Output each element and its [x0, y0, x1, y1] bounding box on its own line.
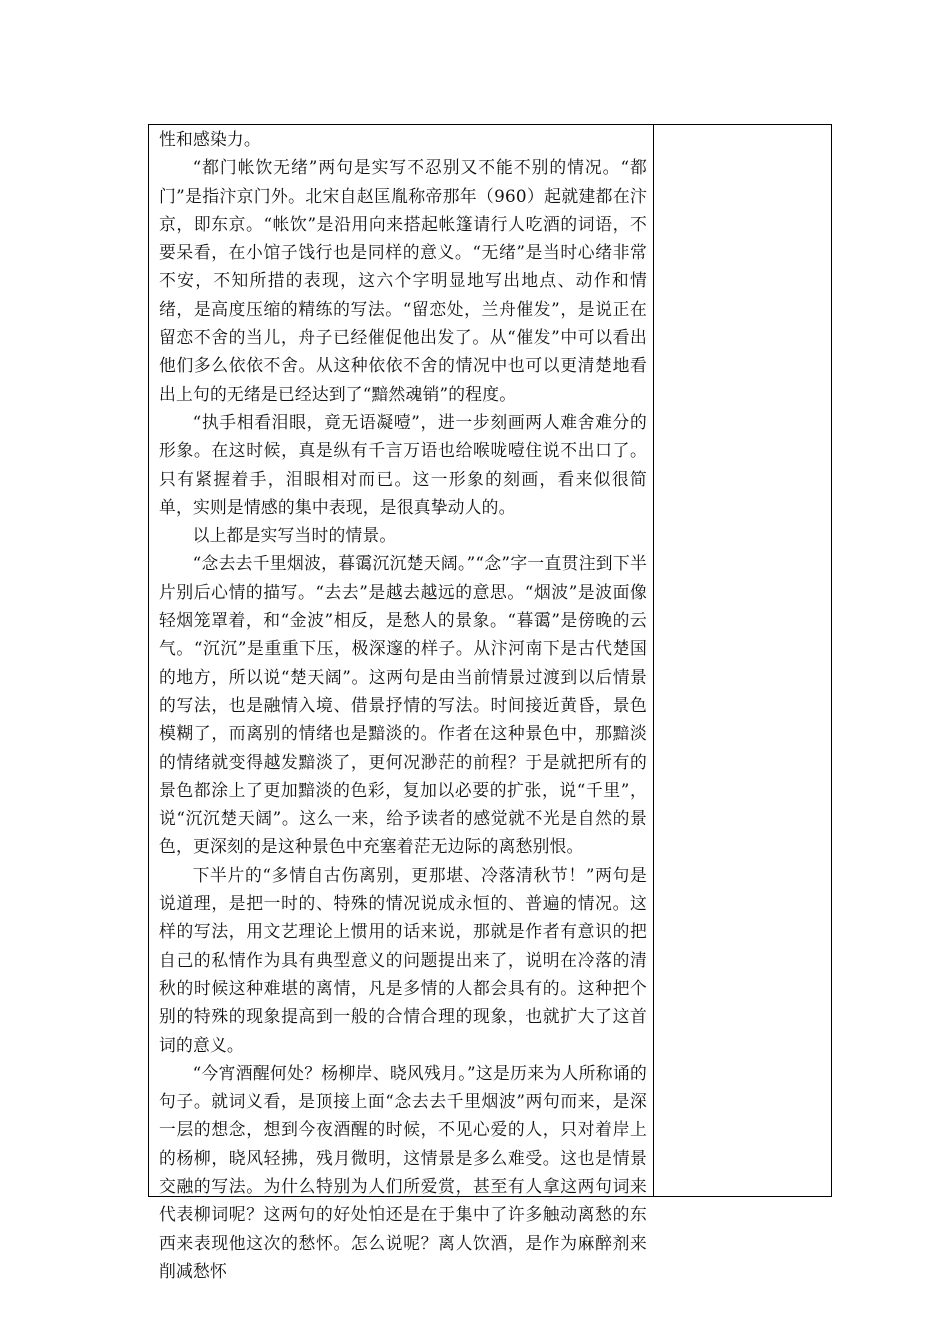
document-table — [148, 124, 832, 1281]
main-text-cell — [149, 125, 654, 1281]
paragraph-1: 性和感染力。 — [159, 129, 261, 149]
paragraph-2: “都门帐饮无绪”两句是实写不忍别又不能不别的情况。“都门”是指汴京门外。北宋自赵匡胤称帝那年（960）起就建都在汴京，即东京。“帐饮”是沿用向来搭起帐篷请行人吃酒的词语，不要呆看，在小馆子饯行也是同样的意义。“无绪”是当时心绪非常不安，不知所措的表现，这六个字明显地写出地点、动作和情绪，是高度压缩的精练的写法。“留恋处，兰舟催发”，是说正在留恋不舍的当儿，舟子已经催促他出发了。从“催发”中可以看出他们多么依依不舍。从这种依依不舍的情况中也可以更清楚地看出上句的无绪是已经达到了“黯然魂销”的程度。 — [159, 157, 647, 404]
paragraph-6: 下半片的“多情自古伤离别，更那堪、冷落清秋节！”两句是说道理，是把一时的、特殊的情况说成永恒的、普遍的情况。这样的写法，用文艺理论上惯用的话来说，那就是作者有意识的把自己的私情作为具有典型意义的问题提出来了，说明在冷落的清秋的时候这种难堪的离情，凡是多情的人都会具有的。这种把个别的特殊的现象提高到一般的合情合理的现象，也就扩大了这首词的意义。 — [159, 864, 647, 1055]
paragraph-3: “执手相看泪眼，竟无语凝噎”，进一步刻画两人难舍难分的形象。在这时候，真是纵有千言万语也给喉咙噎住说不出口了。只有紧握着手，泪眼相对而已。这一形象的刻画，看来似很简单，实则是情感的集中表现，是很真挚动人的。 — [159, 411, 647, 517]
side-notes-cell — [654, 125, 831, 1196]
paragraph-4: 以上都是实写当时的情景。 — [192, 525, 397, 546]
paragraph-5: “念去去千里烟波，暮霭沉沉楚天阔。”“念”字一直贯注到下半片别后心情的描写。“去去”是越去越远的意思。“烟波”是波面像轻烟笼罩着，和“金波”相反，是愁人的景象。“暮霭”是傍晚的云气。“沉沉”是重重下压，极深邃的样子。从汴河南下是古代楚国的地方，所以说“楚天阔”。这两句是由当前情景过渡到以后情景的写法，也是融情入境、借景抒情的写法。时间接近黄昏，景色模糊了，而离别的情绪也是黯淡的。作者在这种景色中，那黯淡的情绪就变得越发黯淡了，更何况渺茫的前程？于是就把所有的景色都涂上了更加黯淡的色彩，复加以必要的扩张，说“千里”，说“沉沉楚天阔”。这么一来，给予读者的感觉就不光是自然的景色，更深刻的是这种景色中充塞着茫无边际的离愁别恨。 — [159, 553, 647, 857]
paragraph-7: “今宵酒醒何处？杨柳岸、晓风残月。”这是历来为人所称诵的句子。就词义看，是顶接上面“念去去千里烟波”两句而来，是深一层的想念，想到今夜酒醒的时候，不见心爱的人，只对着岸上的杨柳，晓风轻拂，残月微明，这情景是多么难受。这也是情景交融的写法。为什么特别为人们所爱赏，甚至有人拿这两句词来代表柳词呢？这两句的好处怕还是在于集中了许多触动离愁的东西来表现他这次的愁怀。怎么说呢？离人饮酒，是作为麻醉剂来削减愁怀 — [159, 1062, 647, 1281]
